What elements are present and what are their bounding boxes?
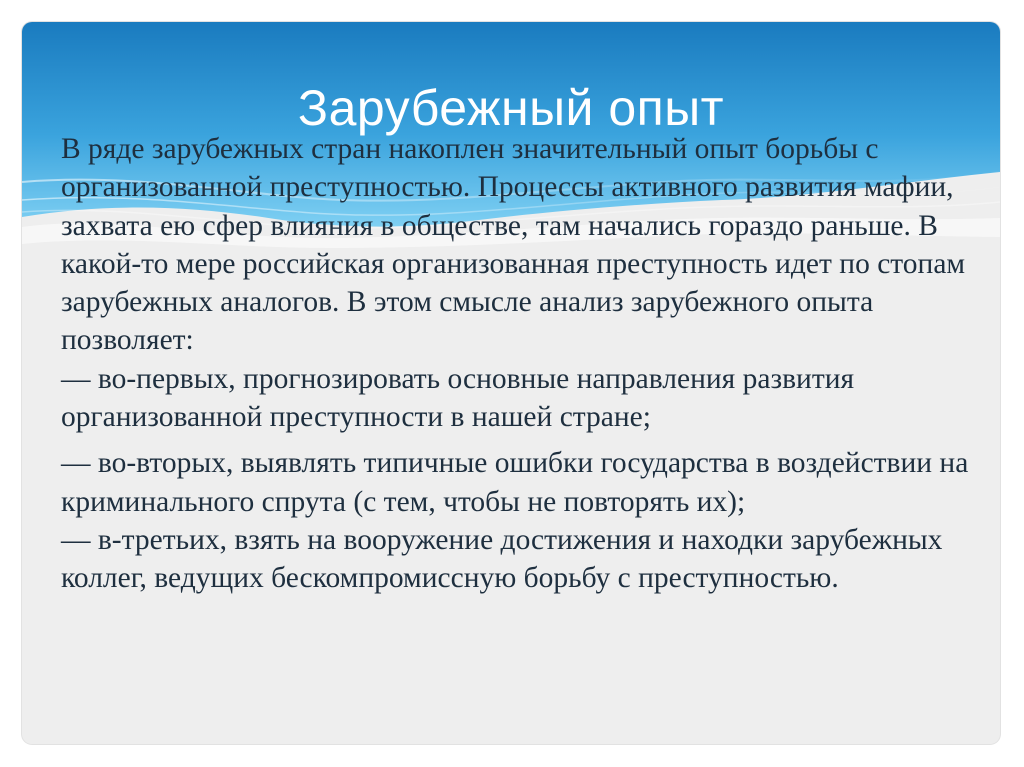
paragraph-intro: В ряде зарубежных стран накоплен значительный опыт борьбы с организованной преступностью. Процессы активного развития мафии, захвата ею сфер влияния в обществе, там начались гораздо раньше. В какой-то мере российская организованная преступность идет по стопам зарубежных аналогов. В этом смысле анализ зарубежного опыта позволяет: — [61, 133, 966, 357]
paragraph-point-2: — во-вторых, выявлять типичные ошибки государства в воздействии на криминального спрута (с тем, чтобы не повторять их); — [61, 447, 969, 518]
slide-body — [61, 130, 971, 598]
slide-title: Зарубежный опыт — [297, 80, 725, 136]
paragraph-point-1: — во-первых, прогнозировать основные направления развития организованной преступности в нашей стране; — [61, 362, 855, 434]
paragraph-point-3: — в-третьих, взять на вооружение достижения и находки зарубежных коллег, ведущих бескомпромиссную борьбу с преступностью. — [61, 523, 943, 595]
slide — [22, 22, 1000, 744]
